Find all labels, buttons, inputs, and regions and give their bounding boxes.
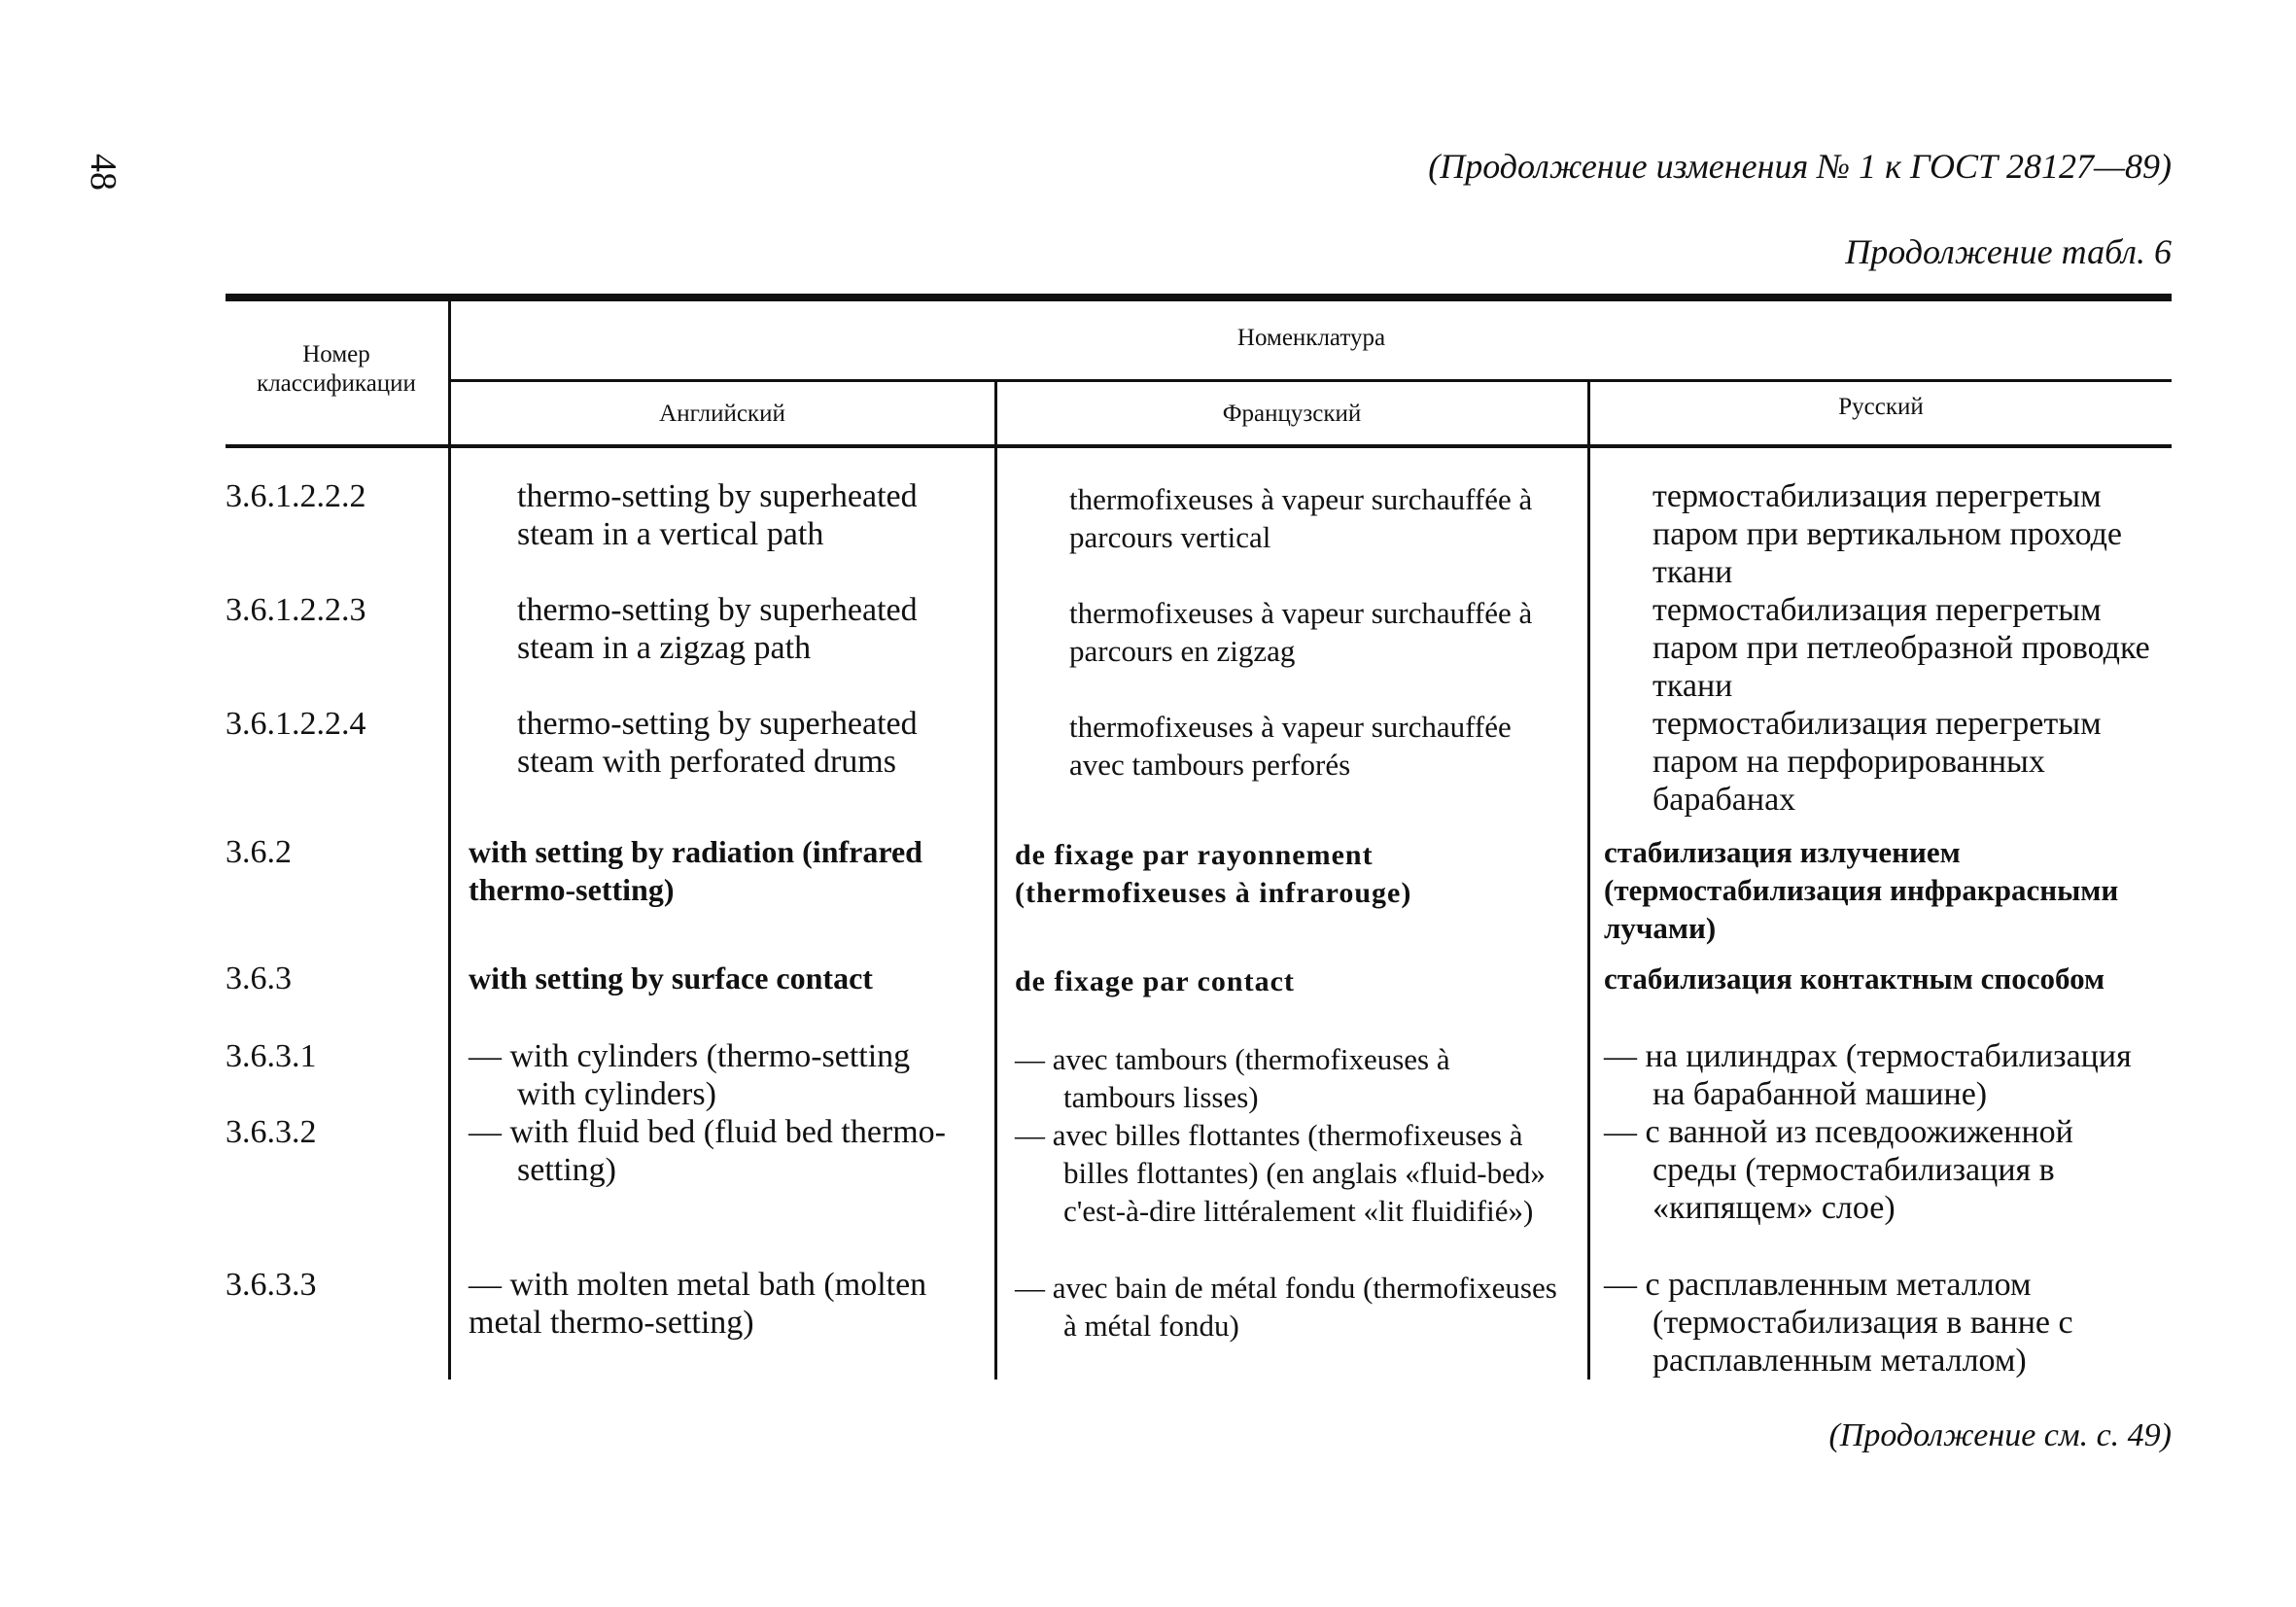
row-english: thermo-setting by superheated steam in a zigzag path	[517, 592, 918, 666]
row-french: thermofixeuses à vapeur surchauffée avec tambours perforés	[1069, 710, 1512, 782]
row-french: de fixage par contact	[1015, 965, 1295, 997]
row-french: thermofixeuses à vapeur surchauffée à parcours vertical	[1069, 482, 1533, 554]
row-english: thermo-setting by superheated steam in a vertical path	[517, 478, 918, 552]
row-number: 3.6.1.2.2.3	[226, 592, 366, 628]
column-divider-1	[448, 297, 451, 1380]
row-french: — avec billes flottantes (thermofixeuses à billes flottantes) (en anglais «fluid-bed» c'est-à-dire littéralement «lit fluidifié»)	[1015, 1118, 1546, 1228]
document-header: (Продолжение изменения № 1 к ГОСТ 28127—89)	[1428, 147, 2172, 186]
row-french: de fixage par rayonnement (thermofixeuses à infrarouge)	[1015, 839, 1412, 909]
header-french: Французский	[1222, 401, 1362, 427]
row-number: 3.6.3	[226, 961, 292, 996]
table-header-bottom-rule	[226, 444, 2172, 448]
row-russian: — с ванной из псевдоожиженной среды (термостабилизация в «кипящем» слое)	[1604, 1114, 2073, 1226]
table-top-rule	[226, 294, 2172, 301]
row-number: 3.6.3.2	[226, 1114, 317, 1150]
column-divider-3	[1587, 380, 1590, 1380]
row-russian: термостабилизация перегретым паром при петлеобразной проводке ткани	[1652, 592, 2150, 704]
row-russian: стабилизация контактным способом	[1604, 961, 2105, 996]
row-english: with setting by surface contact	[469, 961, 873, 996]
row-french: — avec bain de métal fondu (thermofixeuses à métal fondu)	[1015, 1271, 1557, 1343]
row-russian: термостабилизация перегретым паром при вертикальном проходе ткани	[1652, 478, 2122, 590]
row-english: — with molten metal bath (molten metal thermo-setting)	[469, 1267, 927, 1341]
row-russian: стабилизация излучением (термостабилизация инфракрасными лучами)	[1604, 835, 2119, 945]
row-russian: термостабилизация перегретым паром на перфорированных барабанах	[1652, 706, 2102, 818]
row-russian: — на цилиндрах (термостабилизация на барабанной машине)	[1604, 1038, 2132, 1112]
header-english: Английский	[659, 401, 785, 427]
column-divider-2	[994, 380, 997, 1380]
row-number: 3.6.2	[226, 834, 292, 870]
row-russian: — с расплавленным металлом (термостабилизация в ванне с расплавленным металлом)	[1604, 1267, 2073, 1379]
row-english: — with fluid bed (fluid bed thermo-setting)	[469, 1114, 947, 1188]
row-french: thermofixeuses à vapeur surchauffée à parcours en zigzag	[1069, 596, 1533, 668]
header-russian: Русский	[1838, 394, 1924, 420]
row-number: 3.6.3.1	[226, 1038, 317, 1074]
row-english: thermo-setting by superheated steam with perforated drums	[517, 706, 918, 780]
table-caption: Продолжение табл. 6	[1845, 232, 2172, 271]
row-number: 3.6.3.3	[226, 1267, 317, 1303]
row-french: — avec tambours (thermofixeuses à tambours lisses)	[1015, 1042, 1450, 1114]
row-english: with setting by radiation (infrared thermo-setting)	[469, 834, 922, 907]
document-footer: (Продолжение см. с. 49)	[1828, 1417, 2172, 1453]
table-header-divider	[449, 379, 2172, 382]
row-english: — with cylinders (thermo-setting with cylinders)	[469, 1038, 911, 1112]
row-number: 3.6.1.2.2.4	[226, 706, 366, 742]
page-number: 48	[83, 154, 123, 191]
header-nomenclature: Номенклатура	[1236, 325, 1386, 351]
header-classification: Номер классификации	[257, 341, 416, 397]
row-number: 3.6.1.2.2.2	[226, 478, 366, 514]
